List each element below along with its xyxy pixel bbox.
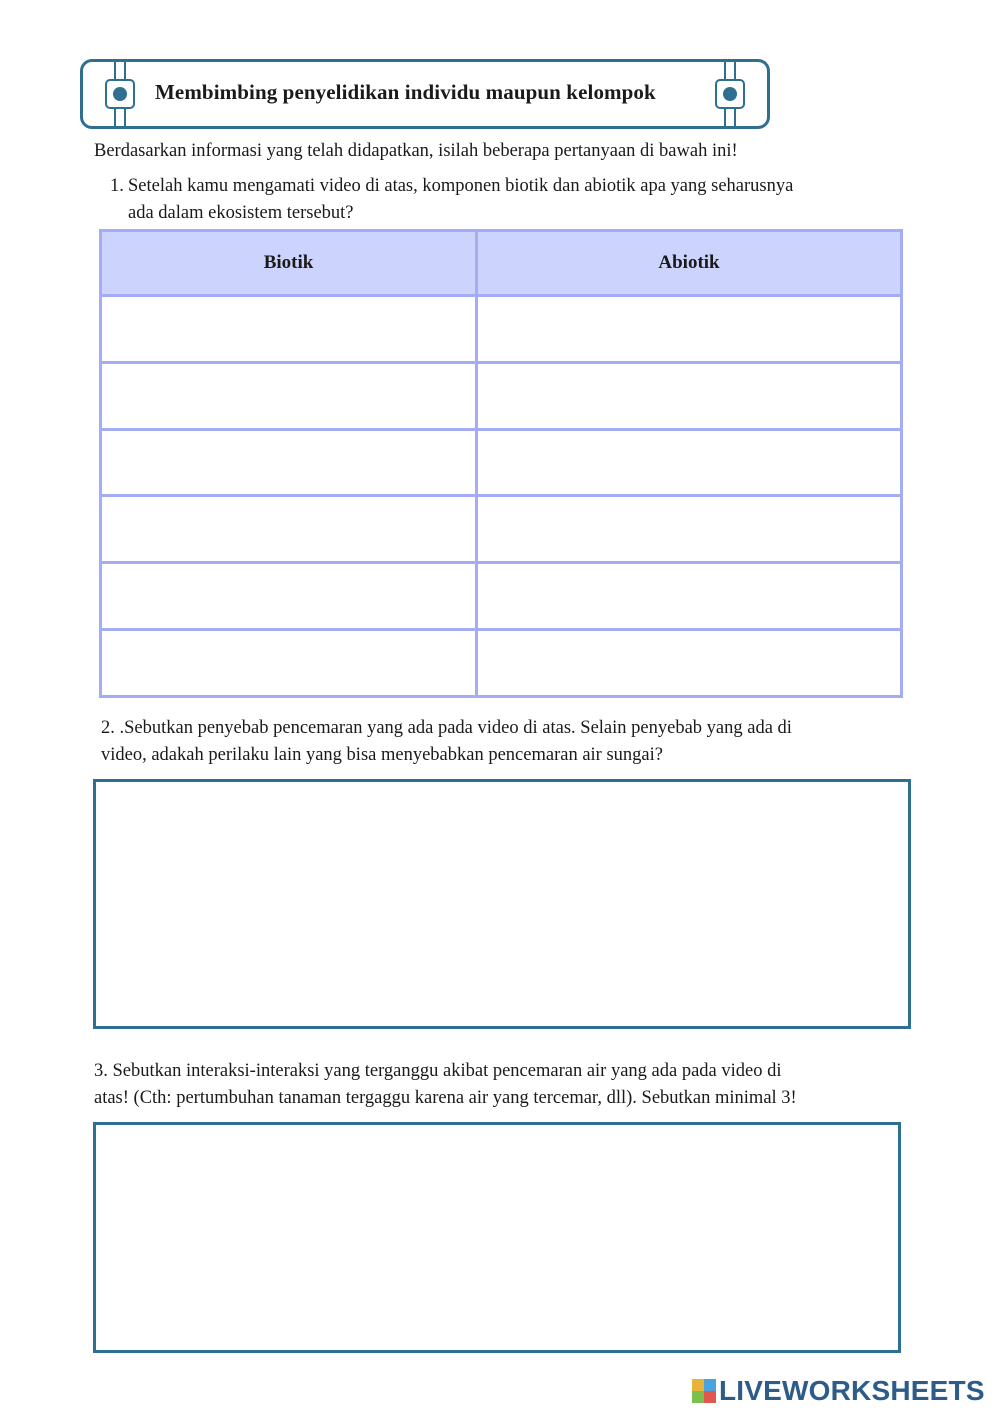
- question3-line1: 3. Sebutkan interaksi-interaksi yang terganggu akibat pencemaran air yang ada pada video di: [94, 1061, 782, 1081]
- biotik-answer-cell[interactable]: [101, 362, 477, 429]
- abiotik-answer-cell[interactable]: [477, 496, 902, 563]
- header-abiotik: Abiotik: [477, 231, 902, 296]
- instructions-text: Berdasarkan informasi yang telah didapatkan, isilah beberapa pertanyaan di bawah ini!: [94, 141, 738, 161]
- question2-line2: video, adakah perilaku lain yang bisa menyebabkan pencemaran air sungai?: [101, 745, 663, 765]
- table-header-row: [101, 231, 902, 296]
- left-rivet-icon: [105, 59, 135, 129]
- table-row: [101, 630, 902, 697]
- abiotik-answer-cell[interactable]: [477, 362, 902, 429]
- liveworksheets-logo-text: LIVEWORKSHEETS: [719, 1375, 985, 1406]
- table-row: [101, 296, 902, 363]
- answer2-box[interactable]: [93, 779, 911, 1029]
- table-row: [101, 563, 902, 630]
- question1-line2: ada dalam ekosistem tersebut?: [128, 203, 354, 223]
- section-title: Membimbing penyelidikan individu maupun kelompok: [155, 80, 656, 104]
- biotik-answer-cell[interactable]: [101, 296, 477, 363]
- table-row: [101, 362, 902, 429]
- abiotik-answer-cell[interactable]: [477, 296, 902, 363]
- abiotik-answer-cell[interactable]: [477, 429, 902, 496]
- table-row: [101, 429, 902, 496]
- answer3-box[interactable]: [93, 1122, 901, 1353]
- table-row: [101, 496, 902, 563]
- liveworksheets-logo-icon: [692, 1379, 716, 1403]
- biotik-answer-cell[interactable]: [101, 496, 477, 563]
- question3-line2: atas! (Cth: pertumbuhan tanaman tergaggu karena air yang tercemar, dll). Sebutkan minimal 3!: [94, 1088, 797, 1108]
- section-header-banner: [80, 59, 770, 129]
- biotik-answer-cell[interactable]: [101, 563, 477, 630]
- biotic-abiotic-table: [99, 229, 903, 698]
- biotik-answer-cell[interactable]: [101, 429, 477, 496]
- question2-line1: 2. .Sebutkan penyebab pencemaran yang ada pada video di atas. Selain penyebab yang ada di: [101, 718, 792, 738]
- right-rivet-icon: [715, 59, 745, 129]
- biotik-answer-cell[interactable]: [101, 630, 477, 697]
- liveworksheets-logo: [692, 1374, 985, 1408]
- abiotik-answer-cell[interactable]: [477, 563, 902, 630]
- abiotik-answer-cell[interactable]: [477, 630, 902, 697]
- question1-line1: Setelah kamu mengamati video di atas, komponen biotik dan abiotik apa yang seharusnya: [128, 176, 794, 196]
- question1-number: 1.: [110, 176, 124, 196]
- header-biotik: Biotik: [101, 231, 477, 296]
